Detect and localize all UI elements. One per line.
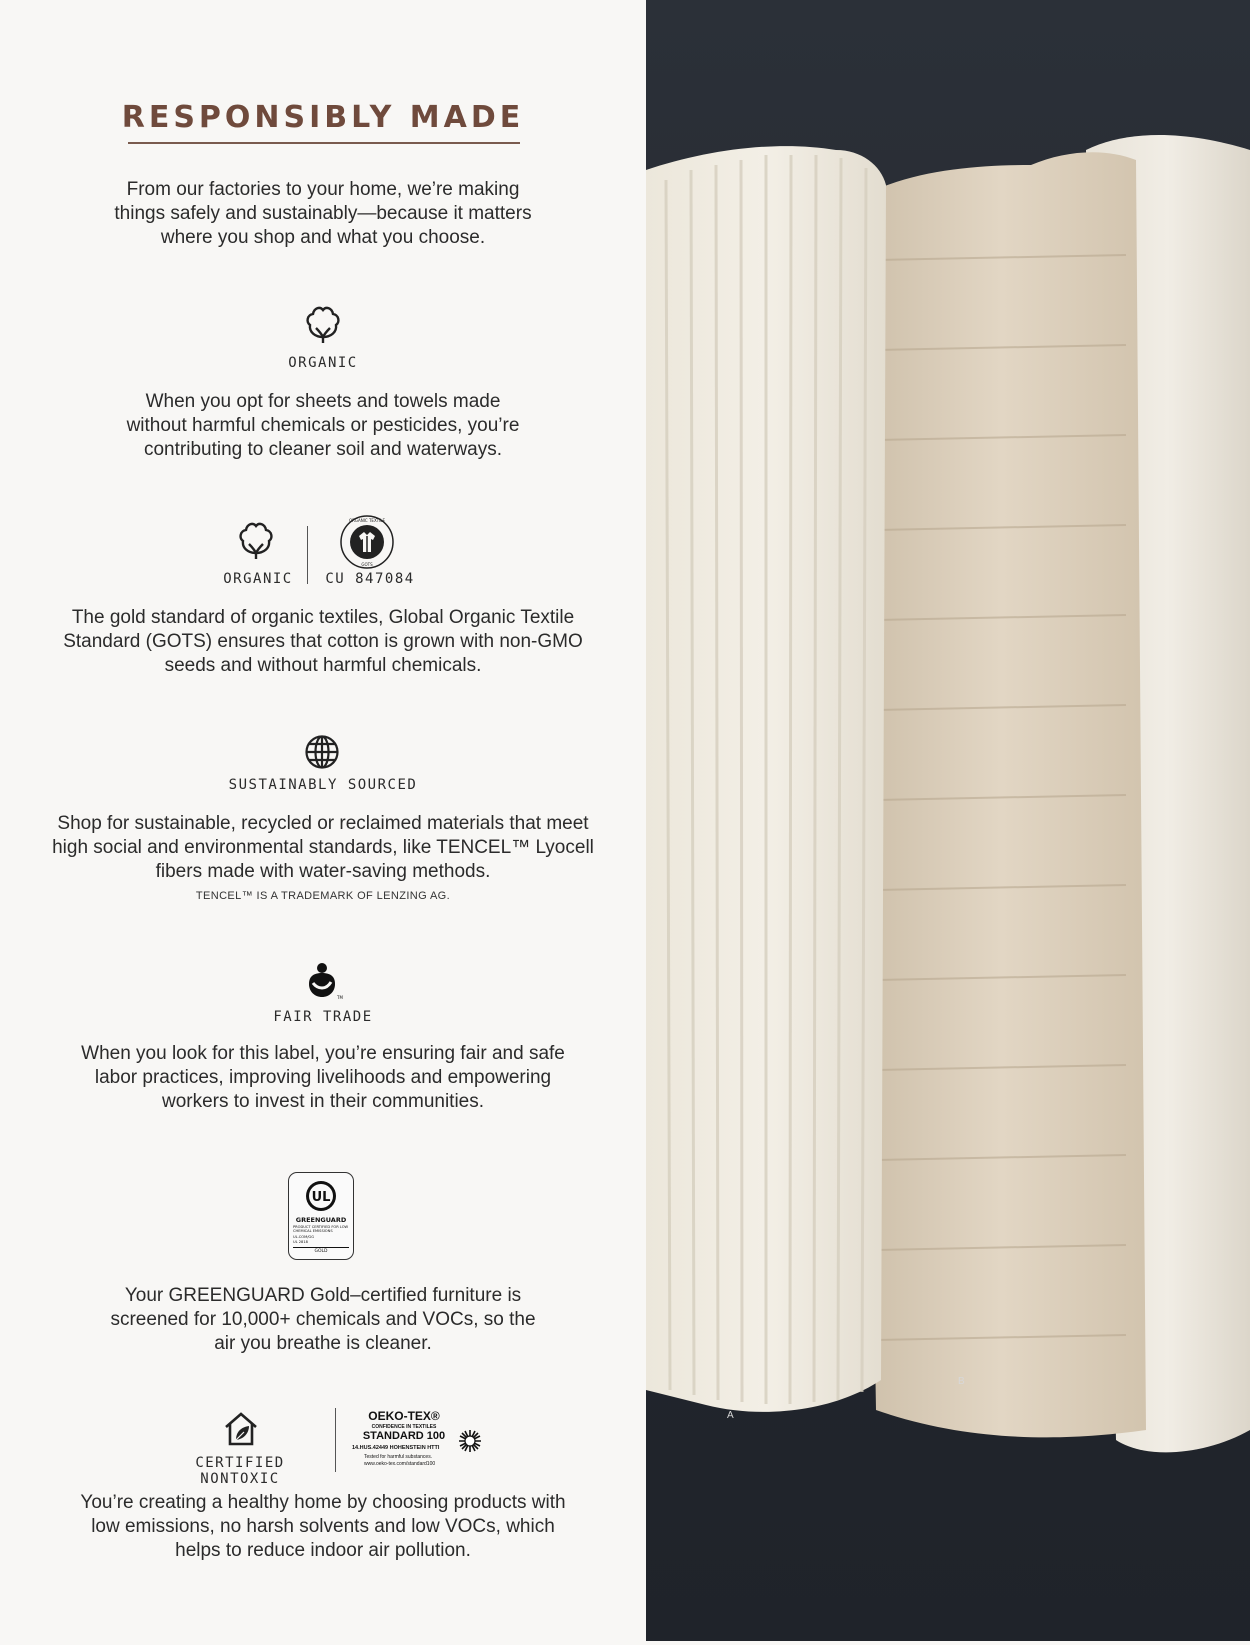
title-underline <box>128 142 520 144</box>
svg-text:TM: TM <box>337 995 343 1000</box>
fair-trade-text: When you look for this label, you’re ensuring fair and safe labor practices, improving livelihoods and empowering workers to invest in their communities. <box>81 1043 565 1112</box>
oeko-cert: 14.HUS.42449 HOHENSTEIN HTTI <box>352 1445 440 1451</box>
greenguard-code: UL.COM/GG <box>293 1235 314 1239</box>
tencel-trademark-note: TENCEL™ IS A TRADEMARK OF LENZING AG. <box>195 890 451 902</box>
sustainable-text: Shop for sustainable, recycled or reclaimed materials that meet high social and environmental standards, like TENCEL™ Lyocell fibers made with water-saving methods. <box>52 813 594 882</box>
fair-trade-icon <box>306 962 343 1000</box>
oeko-tested: Tested for harmful substances. <box>364 1454 433 1460</box>
intro-text: From our factories to your home, we’re making things safely and sustainably—because it matters where you shop and what you choose. <box>114 179 532 248</box>
ul-text: UL <box>311 1190 331 1205</box>
greenguard-name: GREENGUARD <box>295 1216 347 1224</box>
organic-label: ORGANIC <box>288 355 358 371</box>
blanket-illustration <box>646 0 1250 1641</box>
gots-text: The gold standard of organic textiles, Global Organic Textile Standard (GOTS) ensures that cotton is grown with non-GMO seeds and without harmful chemicals. <box>63 607 583 676</box>
blanket-photo <box>646 0 1250 1641</box>
product-label-a: A <box>727 1410 734 1421</box>
oeko-standard: STANDARD 100 <box>362 1430 446 1442</box>
gots-cert-number: CU 847084 <box>325 571 415 587</box>
nontoxic-text: You’re creating a healthy home by choosing products with low emissions, no harsh solvents and low VOCs, which helps to reduce indoor air pollution. <box>80 1492 566 1561</box>
fair-trade-label: FAIR TRADE <box>273 1009 373 1025</box>
oeko-tagline: CONFIDENCE IN TEXTILES <box>371 1424 437 1430</box>
house-leaf-icon <box>222 1410 260 1448</box>
gots-divider <box>307 526 308 584</box>
gots-icon <box>339 514 395 570</box>
oeko-tex-icon <box>350 1409 486 1473</box>
organic-text: When you opt for sheets and towels made without harmful chemicals or pesticides, you’re contributing to cleaner soil and waterways. <box>126 391 520 460</box>
greenguard-desc: PRODUCT CERTIFIED FOR LOW CHEMICAL EMISSIONS <box>293 1225 349 1234</box>
page-title: RESPONSIBLY MADE <box>121 100 525 135</box>
greenguard-tier: GOLD <box>293 1247 349 1254</box>
greenguard-text: Your GREENGUARD Gold–certified furniture is screened for 10,000+ chemicals and VOCs, so the air you breathe is cleaner. <box>110 1285 536 1354</box>
product-label-b: B <box>958 1376 965 1387</box>
oeko-flower-icon <box>458 1429 482 1453</box>
nontoxic-label: CERTIFIED NONTOXIC <box>195 1455 285 1487</box>
greenguard-standard: UL 2818 <box>293 1240 308 1244</box>
oeko-url: www.oeko-tex.com/standard100 <box>364 1461 436 1467</box>
cotton-icon <box>235 520 277 560</box>
oeko-brand: OEKO-TEX® <box>368 1409 440 1423</box>
svg-text:GOTS: GOTS <box>361 562 373 567</box>
globe-icon <box>304 734 340 770</box>
gots-organic-label: ORGANIC <box>223 571 293 587</box>
greenguard-icon <box>288 1172 354 1260</box>
svg-text:ORGANIC TEXTILE: ORGANIC TEXTILE <box>348 518 386 523</box>
ul-logo-icon <box>304 1179 338 1213</box>
cotton-icon <box>302 304 344 344</box>
nontoxic-divider <box>335 1408 336 1472</box>
sustainable-label: SUSTAINABLY SOURCED <box>228 777 418 793</box>
